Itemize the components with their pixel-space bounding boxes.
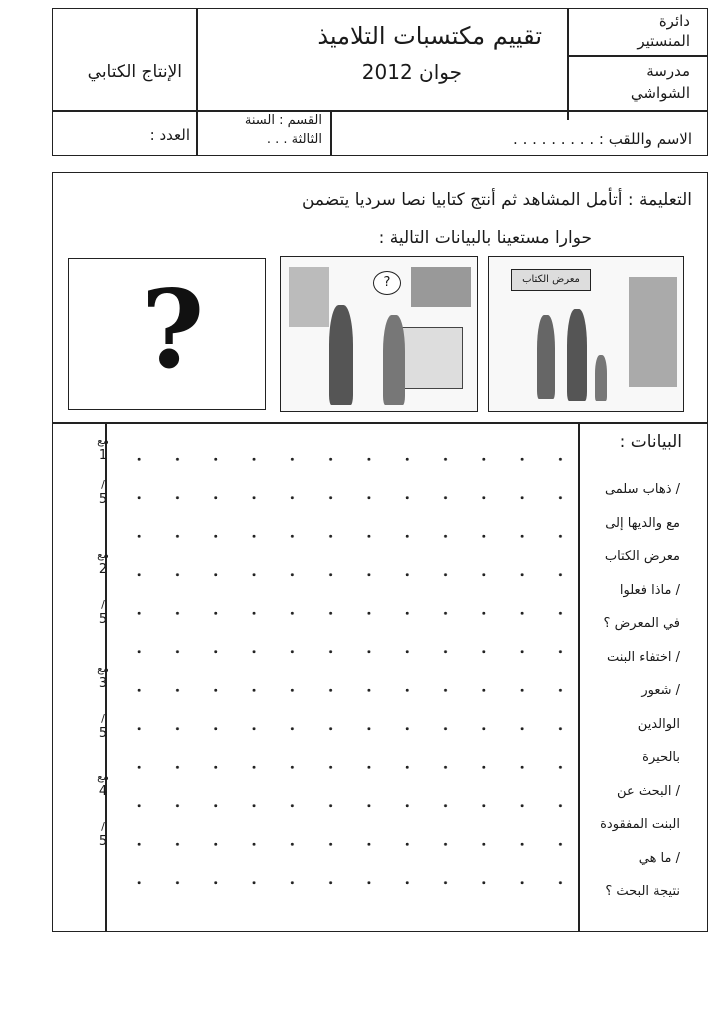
header-divider xyxy=(196,8,198,120)
scene-exhibit-image xyxy=(488,256,684,412)
score-label: / xyxy=(101,712,105,725)
data-item: / البحث عن xyxy=(617,783,680,799)
score-label: / xyxy=(101,820,105,833)
score-value: 2 xyxy=(98,562,108,577)
exam-date: جوان 2012 xyxy=(361,60,462,84)
page-title: تقييم مكتسبات التلاميذ xyxy=(317,22,542,50)
header-divider xyxy=(567,55,708,57)
father-figure xyxy=(329,305,353,405)
score-value: 4 xyxy=(98,784,108,799)
score-label: مع xyxy=(97,434,109,447)
grade-label: العدد : xyxy=(149,126,190,144)
score-value: 5 xyxy=(98,492,108,507)
data-item: البنت المفقودة xyxy=(600,817,680,832)
data-item: / شعور xyxy=(641,683,680,698)
data-panel-title: البيانات : xyxy=(619,432,682,452)
header-divider xyxy=(52,110,708,112)
instruction-line1: التعليمة : أتأمل المشاهد ثم أنتج كتابيا نصا سرديا يتضمن xyxy=(301,190,692,210)
data-item: معرض الكتاب xyxy=(604,549,680,564)
score-label: / xyxy=(101,478,105,491)
score-label: / xyxy=(101,598,105,611)
data-item: مع والديها إلى xyxy=(605,515,680,531)
directorate-line1: دائرة xyxy=(658,12,690,30)
counter-shade xyxy=(401,327,463,389)
father-figure xyxy=(567,309,587,401)
dotted-writing-grid[interactable] xyxy=(112,438,572,908)
class-label: القسم : السنة xyxy=(244,113,322,128)
scene-search-image xyxy=(280,256,478,412)
thought-bubble: ? xyxy=(373,271,401,295)
data-item: / ما هي xyxy=(638,850,680,866)
question-mark: ? xyxy=(141,267,205,393)
shelf-shade xyxy=(411,267,471,307)
score-value: 5 xyxy=(98,726,108,741)
data-panel-border xyxy=(578,422,580,932)
score-value: 1 xyxy=(98,448,108,463)
data-item: الوالدين xyxy=(637,716,680,732)
score-value: 5 xyxy=(98,834,108,849)
subject-title: الإنتاج الكتابي xyxy=(87,62,182,82)
directorate-line2: المنستير xyxy=(637,32,690,50)
data-item: / ماذا فعلوا xyxy=(619,582,680,598)
score-label: مع xyxy=(97,548,109,561)
header-divider xyxy=(567,8,569,120)
data-item: نتيجة البحث ؟ xyxy=(605,884,680,899)
scene-question-image xyxy=(68,258,266,410)
data-item: في المعرض ؟ xyxy=(603,616,680,631)
name-field: الاسم واللقب : . . . . . . . . . xyxy=(513,130,692,148)
score-label: مع xyxy=(97,770,109,783)
score-value: 5 xyxy=(98,612,108,627)
score-label: مع xyxy=(97,662,109,675)
instruction-line2: حوارا مستعينا بالبيانات التالية : xyxy=(378,228,592,248)
writing-area-top xyxy=(52,422,708,424)
data-item: / ذهاب سلمى xyxy=(604,482,680,497)
data-item: بالحيرة xyxy=(642,750,680,765)
header-divider xyxy=(330,110,332,156)
class-value: الثالثة . . . xyxy=(266,132,322,147)
girl-figure xyxy=(595,355,607,401)
mother-figure xyxy=(383,315,405,405)
shelf-shade xyxy=(289,267,329,327)
header-divider xyxy=(196,110,198,156)
data-item: / اختفاء البنت xyxy=(606,649,680,665)
exhibit-sign: معرض الكتاب xyxy=(511,269,591,291)
school-line2: الشواشي xyxy=(630,84,690,102)
stand-shade xyxy=(629,277,677,387)
score-value: 3 xyxy=(98,676,108,691)
school-line1: مدرسة xyxy=(646,62,690,80)
mother-figure xyxy=(537,315,555,399)
